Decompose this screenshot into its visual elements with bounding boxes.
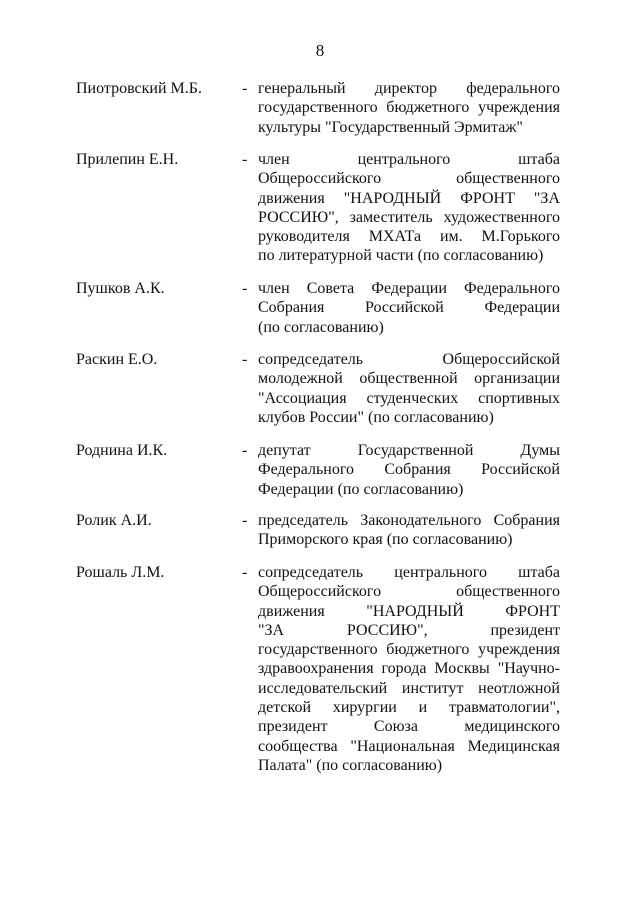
position-line: сообщества "Национальная Медицинская <box>258 737 560 755</box>
member-position <box>258 279 560 337</box>
position-line: сопредседатель Общероссийской <box>258 351 560 368</box>
member-name: Пиотровский М.Б. <box>76 80 202 97</box>
position-line: культуры "Государственный Эрмитаж" <box>258 118 523 136</box>
position-line: по литературной части (по согласованию) <box>258 247 544 265</box>
position-line: (по согласованию) <box>258 318 384 336</box>
entry-dash: - <box>242 280 248 297</box>
position-line: молодежной общественной организации <box>258 370 560 388</box>
position-line: здравоохранения города Москвы "Научно- <box>258 660 560 678</box>
entry-dash: - <box>242 80 248 97</box>
page-number: 8 <box>315 41 325 60</box>
member-position <box>258 150 560 266</box>
position-line: государственного бюджетного учреждения <box>258 99 560 117</box>
member-name: Раскин Е.О. <box>76 351 158 368</box>
position-line: детской хирургии и травматологии", <box>258 699 560 717</box>
position-line: Палата" (по согласованию) <box>258 756 443 774</box>
position-line: председатель Законодательного Собрания <box>258 512 560 529</box>
position-line: Общероссийского общественного <box>258 583 560 601</box>
position-line: член центрального штаба <box>258 151 560 168</box>
position-line: движения "НАРОДНЫЙ ФРОНТ "ЗА <box>258 189 560 207</box>
position-line: Собрания Российской Федерации <box>258 299 560 317</box>
member-position <box>258 350 560 427</box>
position-line: руководителя МХАТа им. М.Горького <box>258 228 560 246</box>
member-position <box>258 441 560 499</box>
position-line: Приморского края (по согласованию) <box>258 531 513 549</box>
position-line: генеральный директор федерального <box>258 80 560 97</box>
position-line: исследовательский институт неотложной <box>258 679 560 697</box>
entry-dash: - <box>242 151 248 168</box>
position-line: движения "НАРОДНЫЙ ФРОНТ <box>258 602 560 620</box>
member-position <box>258 511 560 550</box>
entry-dash: - <box>242 351 248 368</box>
member-name: Рошаль Л.М. <box>76 564 165 581</box>
position-line: "ЗА РОССИЮ", президент <box>258 621 560 639</box>
member-name: Ролик А.И. <box>76 512 152 529</box>
position-line: депутат Государственной Думы <box>258 442 560 459</box>
position-line: РОССИЮ", заместитель художественного <box>258 208 560 226</box>
entry-dash: - <box>242 512 248 529</box>
position-line: сопредседатель центрального штаба <box>258 564 560 581</box>
position-line: Общероссийского общественного <box>258 170 560 188</box>
position-line: клубов России" (по согласованию) <box>258 408 494 426</box>
position-line: государственного бюджетного учреждения <box>258 641 560 659</box>
position-line: Федерального Собрания Российской <box>258 461 560 479</box>
member-position <box>258 563 560 775</box>
position-line: Федерации (по согласованию) <box>258 480 464 498</box>
entry-dash: - <box>242 564 248 581</box>
member-position <box>258 79 560 137</box>
position-line: президент Союза медицинского <box>258 718 560 736</box>
position-line: член Совета Федерации Федерального <box>258 280 560 297</box>
member-name: Роднина И.К. <box>76 442 168 459</box>
member-name: Прилепин Е.Н. <box>76 151 179 168</box>
member-name: Пушков А.К. <box>76 280 165 297</box>
entry-dash: - <box>242 442 248 459</box>
position-line: "Ассоциация студенческих спортивных <box>258 389 560 407</box>
